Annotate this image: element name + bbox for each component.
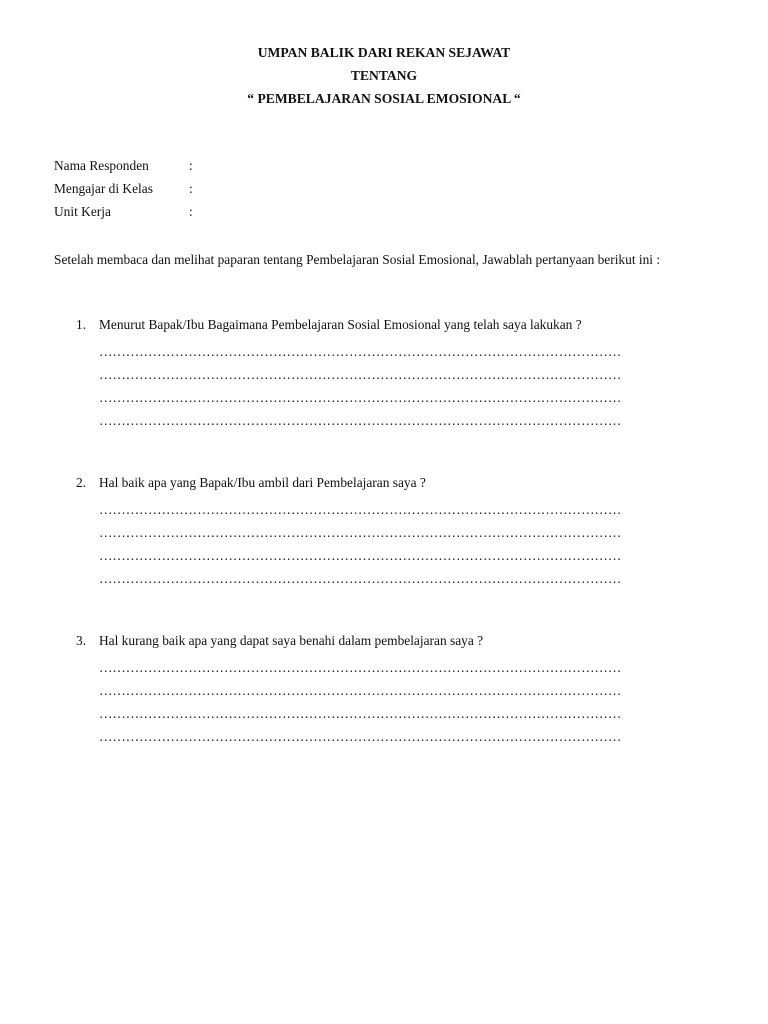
intro-paragraph: Setelah membaca dan melihat paparan tentang Pembelajaran Sosial Emosional, Jawablah pertanyaan berikut ini : <box>54 252 661 267</box>
field-unit-kerja <box>54 204 193 220</box>
answer-line: ……………………………………………………………………………………………………… <box>99 502 622 517</box>
question-text: Hal kurang baik apa yang dapat saya benahi dalam pembelajaran saya ? <box>99 633 484 648</box>
answer-line: ……………………………………………………………………………………………………… <box>99 525 622 540</box>
answer-line: ……………………………………………………………………………………………………… <box>99 571 622 586</box>
answer-line: ……………………………………………………………………………………………………… <box>99 390 622 405</box>
question-text: Menurut Bapak/Ibu Bagaimana Pembelajaran Sosial Emosional yang telah saya lakukan ? <box>99 317 582 332</box>
question-number: 1. <box>76 317 87 332</box>
answer-line: ……………………………………………………………………………………………………… <box>99 344 622 359</box>
answer-line: ……………………………………………………………………………………………………… <box>99 706 622 721</box>
field-mengajar-di-kelas <box>54 181 193 197</box>
answer-lines <box>99 498 703 590</box>
answer-line: ……………………………………………………………………………………………………… <box>99 729 622 744</box>
title-line-2: TENTANG <box>350 68 418 83</box>
field-label: Nama Responden <box>54 158 149 173</box>
title-line-3: “ PEMBELAJARAN SOSIAL EMOSIONAL “ <box>247 91 521 106</box>
answer-line: ……………………………………………………………………………………………………… <box>99 413 622 428</box>
field-label: Unit Kerja <box>54 204 111 219</box>
answer-line: ……………………………………………………………………………………………………… <box>99 683 622 698</box>
answer-lines <box>99 656 703 748</box>
field-label: Mengajar di Kelas <box>54 181 153 196</box>
question-number: 2. <box>76 475 87 490</box>
question-number: 3. <box>76 633 87 648</box>
question-text: Hal baik apa yang Bapak/Ibu ambil dari Pembelajaran saya ? <box>99 475 426 490</box>
field-separator: : <box>189 158 193 173</box>
answer-line: ……………………………………………………………………………………………………… <box>99 548 622 563</box>
field-nama-responden <box>54 158 193 174</box>
field-separator: : <box>189 181 193 196</box>
answer-line: ……………………………………………………………………………………………………… <box>99 367 622 382</box>
field-separator: : <box>189 204 193 219</box>
answer-lines <box>99 340 703 432</box>
answer-line: ……………………………………………………………………………………………………… <box>99 660 622 675</box>
title-line-1: UMPAN BALIK DARI REKAN SEJAWAT <box>257 45 511 60</box>
